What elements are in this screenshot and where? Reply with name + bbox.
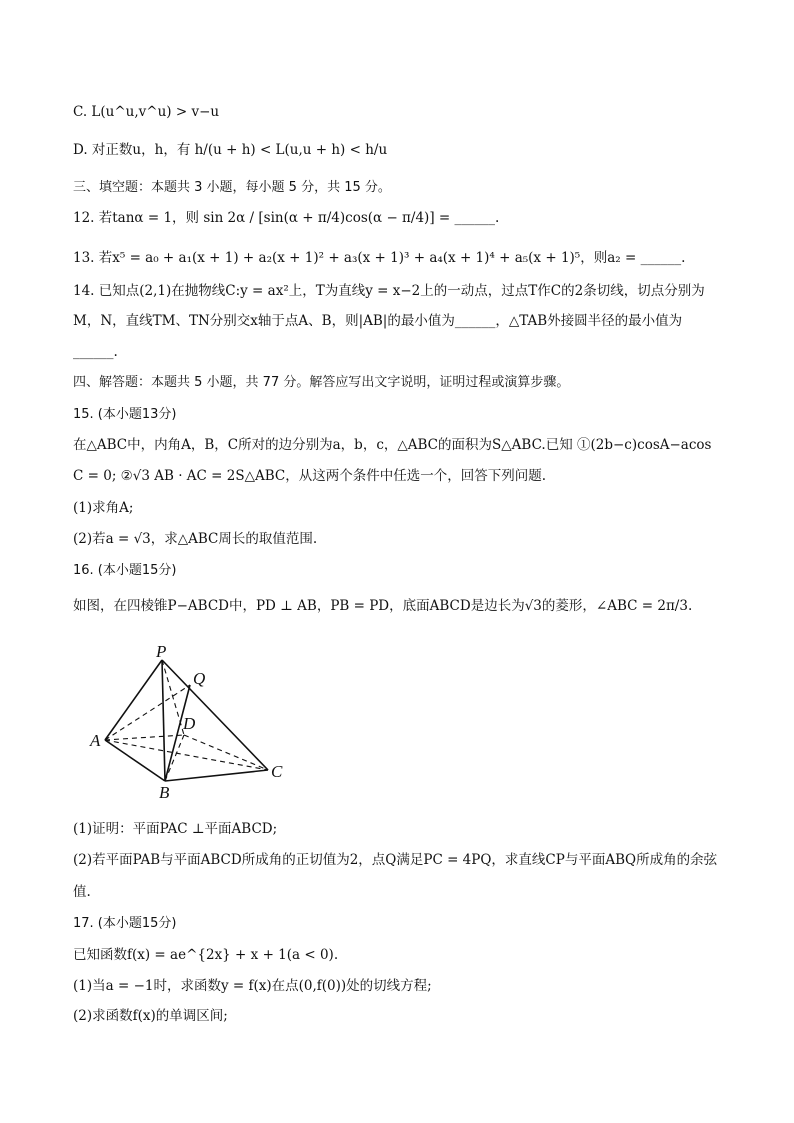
edge-ad: [105, 735, 184, 740]
question-15-part-1: (1)求角A;: [73, 500, 134, 516]
edge-pa: [105, 660, 162, 740]
question-15-line-2: C = 0; ②√3 AB · AC = 2S△ABC，从这两个条件中任选一个，回答下列问题.: [73, 468, 547, 484]
question-16-part-2-line-2: 值.: [73, 884, 91, 900]
question-14-line-2: M，N，直线TM、TN分别交x轴于点A、B，则|AB|的最小值为______，△TAB外接圆半径的最小值为: [73, 313, 683, 329]
question-16-heading: 16. (本小题15分): [73, 563, 177, 578]
question-15-line-1: 在△ABC中，内角A，B，C所对的边分别为a，b，c，△ABC的面积为S△ABC.已知 ①(2b−c)cosA−acos: [73, 437, 712, 453]
label-b: B: [159, 783, 170, 800]
label-p: P: [156, 642, 167, 661]
edge-bc: [165, 770, 268, 781]
question-15-heading: 15. (本小题13分): [73, 407, 177, 422]
section-fill-in-heading: 三、填空题：本题共 3 小题，每小题 5 分，共 15 分。: [73, 180, 391, 195]
pyramid-figure: [85, 640, 295, 800]
question-17-statement: 已知函数f(x) = ae^{2x} + x + 1(a < 0).: [73, 947, 339, 963]
question-17-part-2: (2)求函数f(x)的单调区间;: [73, 1008, 228, 1024]
question-16-statement: 如图，在四棱锥P−ABCD中，PD ⊥ AB，PB = PD，底面ABCD是边长为√3的菱形，∠ABC = 2π/3.: [73, 598, 693, 614]
question-16-part-2-line-1: (2)若平面PAB与平面ABCD所成角的正切值为2，点Q满足PC = 4PQ，求直线CP与平面ABQ所成角的余弦: [73, 852, 718, 868]
label-c: C: [271, 762, 283, 781]
label-q: Q: [193, 669, 206, 688]
edge-pb: [162, 660, 165, 781]
question-14-line-3: ______.: [73, 344, 118, 360]
question-14-line-1: 14. 已知点(2,1)在抛物线C:y = ax²上，T为直线y = x−2上的一动点，过点T作C的2条切线，切点分别为: [73, 283, 705, 299]
question-17-part-1: (1)当a = −1时，求函数y = f(x)在点(0,f(0))处的切线方程;: [73, 978, 432, 994]
question-12: 12. 若tanα = 1，则 sin 2α / [sin(α + π/4)cos(α − π/4)] = ______.: [73, 210, 500, 226]
question-16-part-1: (1)证明：平面PAC ⊥平面ABCD;: [73, 821, 278, 837]
option-c: C. L(u^u,v^u) > v−u: [73, 104, 220, 120]
question-15-part-2: (2)若a = √3，求△ABC周长的取值范围.: [73, 531, 318, 547]
question-17-heading: 17. (本小题15分): [73, 916, 177, 931]
question-13: 13. 若x⁵ = a₀ + a₁(x + 1) + a₂(x + 1)² + a₃(x + 1)³ + a₄(x + 1)⁴ + a₅(x + 1)⁵，则a₂ = ______.: [73, 250, 686, 266]
label-a: A: [90, 731, 101, 750]
section-answer-heading: 四、解答题：本题共 5 小题，共 77 分。解答应写出文字说明，证明过程或演算步骤。: [73, 375, 570, 390]
edge-ab: [105, 740, 165, 781]
edge-dc: [184, 735, 268, 770]
option-d: D. 对正数u，h，有 h/(u + h) < L(u,u + h) < h/u: [73, 142, 388, 158]
label-d: D: [183, 714, 196, 733]
